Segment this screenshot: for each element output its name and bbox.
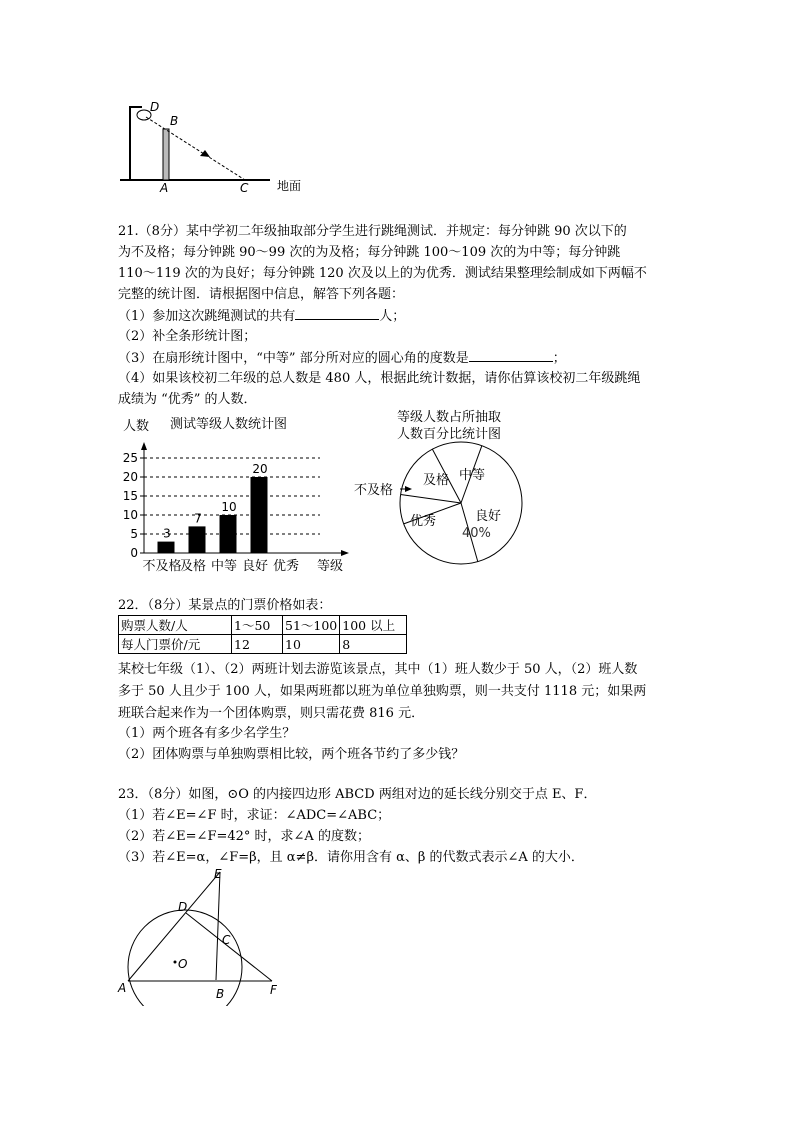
q21-line-1: 21.（8分）某中学初二年级抽取部分学生进行跳绳测试．并规定：每分钟跳 90 次以下的 — [118, 224, 627, 239]
q21-sub3-text: （3）在扇形统计图中，“中等” 部分所对应的圆心角的度数是 — [118, 351, 469, 366]
bar — [220, 515, 237, 553]
label-c: C — [240, 181, 249, 195]
table-cell: 8 — [340, 635, 407, 654]
pie-title-2: 人数百分比统计图 — [397, 427, 502, 442]
pie-title-1: 等级人数占所抽取 — [397, 410, 502, 425]
q21-line-4: 完整的统计图．请根据图中信息，解答下列各题： — [118, 287, 405, 302]
y-tick-label: 25 — [122, 451, 138, 465]
q21-sub4-line-2: 成绩为 “优秀” 的人数． — [118, 392, 257, 407]
center-point — [174, 961, 177, 964]
label-d: D — [150, 100, 160, 114]
label-ground: 地面 — [277, 179, 302, 193]
q21-sub1-tail: 人； — [379, 309, 406, 324]
q22-line-2: 多于 50 人且少于 100 人，如果两班都以班为单位单独购票，则一共支付 1118 元；如果两 — [118, 684, 647, 699]
pole-ab — [163, 129, 169, 180]
q22-title: 22．（8分）某景点的门票价格如表： — [118, 598, 332, 613]
label-d: D — [178, 900, 188, 914]
table-cell: 购票人数/人 — [119, 616, 232, 635]
table-cell: 100 以上 — [340, 616, 407, 635]
q21-line-2: 为不及格；每分钟跳 90～99 次的为及格；每分钟跳 100～109 次的为中等；每分钟跳 — [118, 245, 621, 260]
label-o: O — [178, 957, 188, 971]
pie-label-excellent: 优秀 — [410, 514, 437, 529]
q21-sub4-line-1: （4）如果该校初二年级的总人数是 480 人，根据此统计数据，请你估算该校初二年级跳绳 — [118, 371, 641, 386]
label-a: A — [118, 981, 127, 995]
table-cell: 每人门票价/元 — [119, 635, 232, 654]
q21-sub3 — [118, 349, 566, 368]
q23-sub2: （2）若∠E=∠F=42° 时，求∠A 的度数； — [118, 829, 370, 844]
label-b: B — [216, 987, 225, 1001]
q23-line-1: 23．（8分）如图，⊙O 的内接四边形 ABCD 两组对边的延长线分别交于点 E、F． — [118, 787, 597, 802]
table-row — [119, 635, 407, 654]
bar-value-label: 10 — [221, 500, 237, 514]
bar-value-label: 20 — [252, 462, 268, 476]
light-ray — [146, 117, 245, 180]
q22-line-1: 某校七年级（1）、（2）两班计划去游览该景点，其中（1）班人数少于 50 人，（2）班人数 — [118, 662, 638, 677]
arrow-icon — [200, 150, 210, 157]
q21-sub1 — [118, 307, 405, 326]
bar-value-label: 3 — [163, 526, 171, 541]
q23-sub1: （1）若∠E=∠F 时，求证：∠ADC=∠ABC； — [118, 808, 391, 823]
q22-sub2: （2）团体购票与单独购票相比较，两个班各节约了多少钱？ — [118, 747, 465, 762]
y-axis-arrow-icon — [141, 442, 147, 450]
lamp-shadow-figure — [110, 95, 320, 195]
line-e-b — [216, 872, 220, 980]
label-c: C — [222, 933, 231, 947]
table-row — [119, 616, 407, 635]
table-cell: 10 — [283, 635, 340, 654]
table-cell: 12 — [232, 635, 283, 654]
line-a-e — [128, 872, 220, 981]
bar-chart-title: 测试等级人数统计图 — [170, 417, 288, 432]
pie-label-medium: 中等 — [459, 468, 486, 483]
label-a: A — [160, 181, 169, 195]
price-table — [118, 615, 407, 654]
bar — [251, 477, 268, 553]
bar-chart — [115, 408, 355, 578]
x-tick-label: 不及格 — [142, 559, 182, 574]
x-axis-arrow-icon — [341, 550, 349, 556]
label-f: F — [270, 983, 277, 997]
q21-sub2: （2）补全条形统计图； — [118, 329, 257, 344]
y-tick-label: 15 — [122, 489, 138, 503]
y-tick-label: 20 — [122, 470, 138, 484]
bar — [158, 542, 175, 553]
circle-quadrilateral-figure — [112, 866, 292, 1006]
bar-chart-xlabel: 等级 — [317, 559, 344, 574]
answer-blank[interactable] — [295, 307, 379, 320]
table-cell: 51～100 — [283, 616, 340, 635]
x-tick-label: 优秀 — [272, 559, 300, 574]
pie-chart — [350, 405, 550, 575]
lamp-icon — [137, 110, 151, 120]
x-tick-label: 及格 — [179, 559, 207, 574]
bar — [189, 526, 206, 553]
q21-line-3: 110～119 次的为良好；每分钟跳 120 次及以上的为优秀．测试结果整理绘制成如下两幅不 — [118, 266, 647, 281]
bar-chart-ylabel: 人数 — [123, 419, 150, 434]
pie-label-good-percent: 40% — [462, 526, 491, 541]
q23-sub3: （3）若∠E=α，∠F=β，且 α≠β．请你用含有 α、β 的代数式表示∠A 的大小． — [118, 850, 584, 865]
y-tick-label: 5 — [130, 527, 138, 541]
label-b: B — [170, 114, 179, 128]
x-tick-label: 良好 — [241, 559, 269, 574]
label-e: E — [214, 867, 222, 881]
table-cell: 1～50 — [232, 616, 283, 635]
line-d-f — [186, 913, 272, 981]
pie-label-pass: 及格 — [423, 473, 450, 488]
pie-label-fail: 不及格 — [354, 483, 394, 498]
bar-value-label: 7 — [194, 511, 202, 526]
pie-label-good: 良好 — [475, 509, 502, 524]
y-tick-label: 0 — [130, 546, 138, 560]
q21-sub1-text: （1）参加这次跳绳测试的共有 — [118, 309, 296, 324]
q21-sub3-tail: ； — [552, 351, 566, 366]
q22-line-3: 班联合起来作为一个团体购票，则只需花费 816 元． — [118, 706, 425, 721]
q22-sub1: （1）两个班各有多少名学生？ — [118, 726, 296, 741]
x-tick-label: 中等 — [210, 559, 238, 574]
answer-blank[interactable] — [469, 349, 553, 362]
y-tick-label: 10 — [122, 508, 138, 522]
